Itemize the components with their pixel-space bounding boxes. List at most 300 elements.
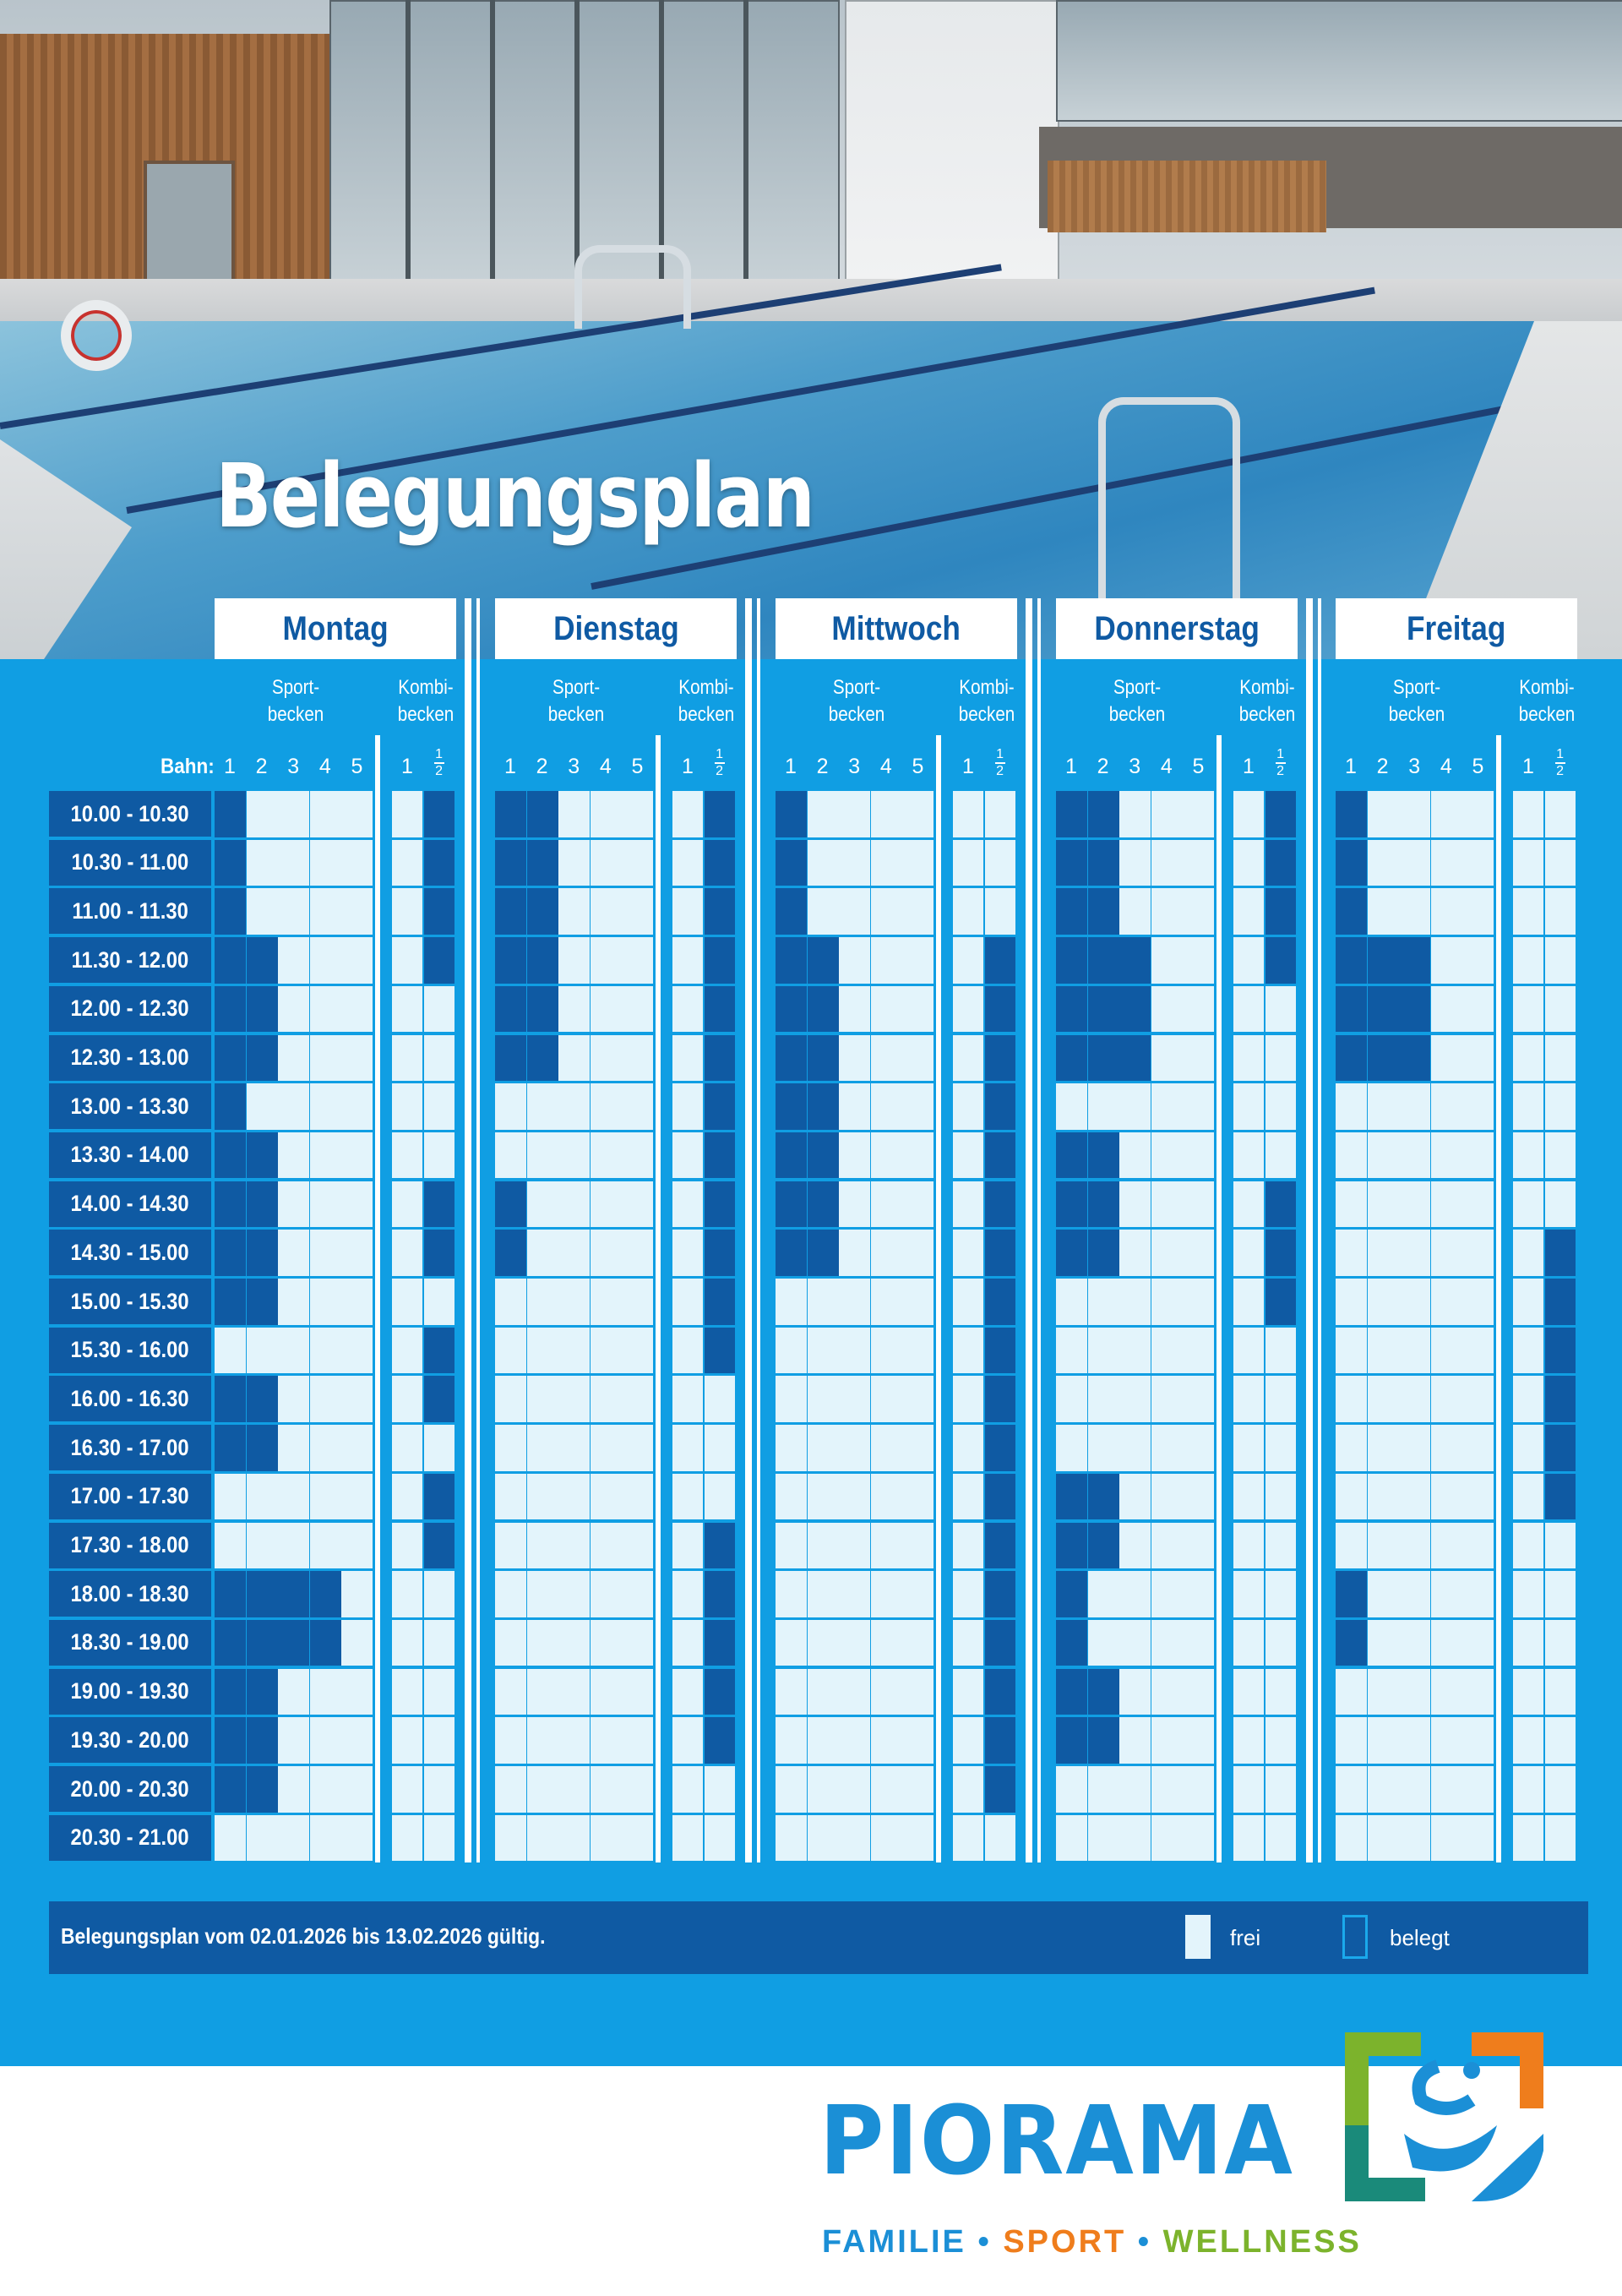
- slot-busy: [776, 888, 807, 935]
- slot-busy: [1336, 888, 1367, 935]
- slot-free: [558, 1083, 590, 1130]
- slot-free: [953, 1620, 983, 1666]
- slot-free: [247, 1523, 278, 1569]
- slot-free: [1088, 1815, 1119, 1862]
- slot-free: [839, 1766, 870, 1813]
- slot-free: [672, 937, 703, 984]
- slot-free: [672, 1230, 703, 1276]
- slot-free: [558, 1474, 590, 1520]
- slot-free: [839, 1279, 870, 1325]
- slot-free: [622, 791, 653, 837]
- slot-free: [247, 888, 278, 935]
- slot-busy: [1088, 1181, 1119, 1228]
- lane-row-label: Bahn:: [161, 755, 215, 778]
- slot-free: [1462, 1425, 1494, 1471]
- slot-free: [558, 1328, 590, 1374]
- slot-free: [392, 1376, 422, 1422]
- slot-busy: [247, 1620, 278, 1666]
- slot-free: [424, 1717, 454, 1764]
- slot-busy: [247, 1669, 278, 1715]
- slot-free: [278, 1669, 309, 1715]
- slot-free: [1265, 986, 1296, 1033]
- slot-free: [341, 1766, 373, 1813]
- slot-free: [985, 888, 1015, 935]
- slot-free: [591, 1669, 622, 1715]
- slot-busy: [215, 1669, 246, 1715]
- slot-busy: [1056, 1620, 1087, 1666]
- slot-free: [278, 1035, 309, 1082]
- slot-free: [902, 1815, 933, 1862]
- slot-free: [1088, 1376, 1119, 1422]
- slot-free: [1056, 1766, 1087, 1813]
- slot-free: [1151, 1230, 1183, 1276]
- slot-free: [1151, 1474, 1183, 1520]
- slot-busy: [705, 1571, 735, 1617]
- slot-free: [1513, 1376, 1543, 1422]
- slot-busy: [1399, 1035, 1430, 1082]
- slot-free: [558, 1279, 590, 1325]
- slot-free: [1368, 1523, 1399, 1569]
- kombibecken-label: Kombi- becken: [1518, 676, 1576, 726]
- slot-free: [1399, 888, 1430, 935]
- slot-free: [1151, 1328, 1183, 1374]
- slot-free: [808, 1425, 839, 1471]
- slot-free: [1545, 1523, 1576, 1569]
- slot-free: [1119, 1425, 1151, 1471]
- slot-free: [310, 840, 341, 886]
- slot-free: [424, 1766, 454, 1813]
- slot-free: [392, 986, 422, 1033]
- slot-free: [1151, 1279, 1183, 1325]
- slot-free: [871, 986, 902, 1033]
- slot-free: [1336, 1132, 1367, 1179]
- slot-free: [1545, 888, 1576, 935]
- slot-free: [591, 1474, 622, 1520]
- slot-busy: [985, 1132, 1015, 1179]
- kombi-lane-number: 1: [682, 755, 694, 778]
- slot-free: [1151, 1523, 1183, 1569]
- time-slot-text: 12.30 - 13.00: [70, 1044, 190, 1070]
- tagline-bullet: •: [977, 2224, 992, 2260]
- slot-free: [1431, 1571, 1462, 1617]
- slot-busy: [424, 1474, 454, 1520]
- slot-busy: [495, 1181, 526, 1228]
- slot-busy: [495, 986, 526, 1033]
- time-slot-label: [49, 1669, 211, 1715]
- slot-free: [341, 1230, 373, 1276]
- slot-free: [902, 937, 933, 984]
- slot-busy: [1119, 1035, 1151, 1082]
- slot-free: [705, 1425, 735, 1471]
- slot-free: [1431, 1230, 1462, 1276]
- slot-free: [278, 1181, 309, 1228]
- slot-free: [1431, 1669, 1462, 1715]
- slot-free: [672, 1474, 703, 1520]
- time-slot-text: 17.00 - 17.30: [70, 1483, 190, 1509]
- slot-free: [1513, 1620, 1543, 1666]
- slot-busy: [1088, 1523, 1119, 1569]
- slot-busy: [1056, 1035, 1087, 1082]
- slot-free: [247, 1083, 278, 1130]
- slot-busy: [424, 1523, 454, 1569]
- slot-free: [1265, 1083, 1296, 1130]
- slot-busy: [247, 1376, 278, 1422]
- fraction-numerator: 1: [435, 747, 444, 761]
- slot-free: [1368, 1669, 1399, 1715]
- hero-pool-photo: [0, 0, 1622, 659]
- slot-free: [1233, 1766, 1264, 1813]
- slot-free: [392, 888, 422, 935]
- slot-free: [1368, 1083, 1399, 1130]
- slot-free: [1119, 1132, 1151, 1179]
- slot-free: [839, 1083, 870, 1130]
- slot-busy: [985, 1425, 1015, 1471]
- slot-free: [1233, 1328, 1264, 1374]
- slot-free: [392, 1425, 422, 1471]
- slot-free: [808, 791, 839, 837]
- slot-free: [1513, 1717, 1543, 1764]
- slot-free: [278, 1425, 309, 1471]
- slot-free: [1265, 1815, 1296, 1862]
- slot-free: [341, 1132, 373, 1179]
- slot-busy: [1056, 1230, 1087, 1276]
- lane-number: 3: [568, 755, 580, 778]
- slot-free: [672, 1083, 703, 1130]
- slot-busy: [705, 840, 735, 886]
- slot-busy: [527, 840, 558, 886]
- slot-busy: [424, 937, 454, 984]
- slot-busy: [424, 1328, 454, 1374]
- slot-free: [591, 986, 622, 1033]
- slot-busy: [1119, 986, 1151, 1033]
- slot-busy: [424, 840, 454, 886]
- slot-free: [1119, 1766, 1151, 1813]
- time-slot-label: [49, 986, 211, 1032]
- slot-free: [1399, 1083, 1430, 1130]
- slot-busy: [215, 937, 246, 984]
- slot-busy: [985, 1571, 1015, 1617]
- time-slot-label: [49, 888, 211, 934]
- slot-free: [1368, 1474, 1399, 1520]
- slot-free: [622, 1328, 653, 1374]
- slot-free: [902, 1376, 933, 1422]
- slot-free: [902, 1669, 933, 1715]
- time-slot-text: 18.00 - 18.30: [70, 1580, 190, 1606]
- slot-free: [1545, 1035, 1576, 1082]
- slot-busy: [215, 1376, 246, 1422]
- slot-free: [622, 1279, 653, 1325]
- slot-busy: [808, 937, 839, 984]
- slot-busy: [985, 1376, 1015, 1422]
- slot-free: [1399, 1425, 1430, 1471]
- slot-busy: [1088, 840, 1119, 886]
- slot-free: [1183, 1083, 1214, 1130]
- slot-free: [839, 1132, 870, 1179]
- slot-free: [341, 1083, 373, 1130]
- slot-busy: [495, 1035, 526, 1082]
- slot-busy: [1119, 937, 1151, 984]
- time-slot-label: [49, 1328, 211, 1373]
- slot-free: [591, 1425, 622, 1471]
- slot-free: [871, 1620, 902, 1666]
- slot-free: [591, 1523, 622, 1569]
- slot-free: [776, 1474, 807, 1520]
- slot-free: [1265, 1328, 1296, 1374]
- slot-free: [1183, 1523, 1214, 1569]
- slot-free: [902, 1328, 933, 1374]
- slot-free: [1151, 937, 1183, 984]
- slot-free: [1431, 1717, 1462, 1764]
- time-slot-label: [49, 1035, 211, 1081]
- slot-free: [622, 1766, 653, 1813]
- slot-busy: [1265, 791, 1296, 837]
- slot-free: [1233, 1083, 1264, 1130]
- slot-free: [902, 986, 933, 1033]
- slot-free: [215, 1474, 246, 1520]
- slot-free: [953, 1669, 983, 1715]
- lane-number: 3: [1129, 755, 1141, 778]
- slot-free: [247, 1815, 278, 1862]
- slot-free: [1119, 1571, 1151, 1617]
- time-slot-text: 15.30 - 16.00: [70, 1337, 190, 1363]
- kombibecken-label: Kombi- becken: [678, 676, 735, 726]
- slot-free: [310, 1230, 341, 1276]
- lane-number: 4: [1160, 755, 1173, 778]
- slot-free: [672, 986, 703, 1033]
- slot-busy: [705, 1328, 735, 1374]
- slot-free: [953, 1035, 983, 1082]
- slot-free: [672, 791, 703, 837]
- slot-free: [1513, 1230, 1543, 1276]
- slot-free: [1513, 840, 1543, 886]
- slot-free: [1399, 1766, 1430, 1813]
- slot-free: [247, 791, 278, 837]
- slot-free: [1233, 1035, 1264, 1082]
- kombi-lane-number: 1: [1522, 755, 1534, 778]
- slot-busy: [985, 1669, 1015, 1715]
- slot-free: [1545, 1717, 1576, 1764]
- slot-free: [310, 1035, 341, 1082]
- group-divider: [936, 735, 941, 1862]
- slot-free: [1513, 1766, 1543, 1813]
- slot-free: [1151, 1425, 1183, 1471]
- slot-free: [1368, 1181, 1399, 1228]
- slot-busy: [527, 791, 558, 837]
- slot-busy: [215, 1766, 246, 1813]
- time-slot-text: 18.30 - 19.00: [70, 1629, 190, 1655]
- time-slot-label: [49, 1181, 211, 1227]
- slot-busy: [985, 1083, 1015, 1130]
- slot-free: [278, 986, 309, 1033]
- slot-busy: [985, 1620, 1015, 1666]
- slot-free: [1336, 1376, 1367, 1422]
- slot-free: [1265, 1474, 1296, 1520]
- slot-busy: [1056, 1523, 1087, 1569]
- slot-free: [1399, 840, 1430, 886]
- slot-free: [1399, 791, 1430, 837]
- slot-free: [1183, 1620, 1214, 1666]
- slot-busy: [1545, 1279, 1576, 1325]
- slot-free: [310, 1181, 341, 1228]
- lane-number: 2: [255, 755, 268, 778]
- sportbecken-label: Sport- becken: [1388, 676, 1445, 726]
- slot-free: [495, 1815, 526, 1862]
- slot-free: [871, 1181, 902, 1228]
- slot-free: [1233, 1620, 1264, 1666]
- lane-number: 2: [536, 755, 548, 778]
- slot-free: [839, 888, 870, 935]
- slot-free: [622, 1717, 653, 1764]
- day-divider: [757, 598, 760, 1862]
- slot-free: [1368, 1328, 1399, 1374]
- slot-free: [392, 1620, 422, 1666]
- slot-free: [902, 1132, 933, 1179]
- slot-free: [424, 1669, 454, 1715]
- slot-free: [1431, 1132, 1462, 1179]
- slot-free: [1183, 1571, 1214, 1617]
- slot-free: [278, 840, 309, 886]
- slot-free: [247, 1328, 278, 1374]
- slot-free: [247, 1474, 278, 1520]
- slot-busy: [985, 1181, 1015, 1228]
- fraction-numerator: 1: [996, 747, 1004, 761]
- slot-free: [776, 1766, 807, 1813]
- slot-free: [672, 1669, 703, 1715]
- slot-free: [310, 1717, 341, 1764]
- slot-free: [424, 1571, 454, 1617]
- slot-free: [902, 1425, 933, 1471]
- slot-free: [341, 1181, 373, 1228]
- day-divider: [745, 598, 752, 1862]
- slot-free: [1545, 986, 1576, 1033]
- slot-free: [527, 1181, 558, 1228]
- slot-free: [1399, 1376, 1430, 1422]
- slot-free: [672, 840, 703, 886]
- time-slot-text: 11.30 - 12.00: [71, 946, 189, 973]
- slot-free: [424, 1815, 454, 1862]
- slot-busy: [776, 1035, 807, 1082]
- slot-free: [1399, 1474, 1430, 1520]
- slot-free: [1368, 1766, 1399, 1813]
- slot-busy: [705, 888, 735, 935]
- slot-free: [622, 1083, 653, 1130]
- slot-free: [278, 1766, 309, 1813]
- slot-free: [839, 1181, 870, 1228]
- slot-free: [839, 1376, 870, 1422]
- slot-busy: [215, 1717, 246, 1764]
- slot-busy: [247, 1571, 278, 1617]
- slot-free: [705, 1766, 735, 1813]
- slot-free: [591, 1815, 622, 1862]
- slot-free: [672, 1717, 703, 1764]
- time-slot-text: 20.30 - 21.00: [70, 1824, 190, 1851]
- time-slot-label: [49, 1474, 211, 1519]
- slot-free: [622, 1132, 653, 1179]
- slot-free: [839, 1620, 870, 1666]
- slot-busy: [424, 1181, 454, 1228]
- slot-free: [1545, 1620, 1576, 1666]
- hero-balcony-wood: [1048, 161, 1326, 232]
- slot-free: [1462, 1620, 1494, 1666]
- slot-free: [1056, 1425, 1087, 1471]
- slot-free: [902, 1230, 933, 1276]
- slot-free: [1265, 1571, 1296, 1617]
- slot-busy: [1399, 937, 1430, 984]
- hero-mullion: [406, 0, 411, 279]
- slot-free: [622, 1815, 653, 1862]
- slot-free: [392, 1766, 422, 1813]
- slot-free: [1119, 840, 1151, 886]
- slot-free: [1545, 1815, 1576, 1862]
- slot-free: [591, 937, 622, 984]
- slot-free: [1336, 1669, 1367, 1715]
- slot-free: [1545, 1571, 1576, 1617]
- logo-tagline: [822, 2224, 1362, 2261]
- slot-free: [953, 791, 983, 837]
- slot-free: [1513, 1571, 1543, 1617]
- slot-busy: [215, 1083, 246, 1130]
- slot-busy: [808, 1035, 839, 1082]
- time-slot-text: 13.30 - 14.00: [70, 1142, 190, 1168]
- slot-free: [558, 1815, 590, 1862]
- slot-free: [1088, 1083, 1119, 1130]
- slot-free: [1233, 1474, 1264, 1520]
- slot-busy: [776, 791, 807, 837]
- slot-free: [839, 1035, 870, 1082]
- slot-busy: [1336, 1571, 1367, 1617]
- slot-free: [1368, 791, 1399, 837]
- slot-busy: [1368, 1035, 1399, 1082]
- slot-busy: [215, 1620, 246, 1666]
- slot-free: [953, 937, 983, 984]
- slot-busy: [1056, 1132, 1087, 1179]
- slot-free: [839, 937, 870, 984]
- slot-free: [392, 1279, 422, 1325]
- slot-free: [871, 888, 902, 935]
- slot-free: [341, 1376, 373, 1422]
- slot-busy: [215, 986, 246, 1033]
- slot-free: [1545, 1083, 1576, 1130]
- slot-busy: [215, 1425, 246, 1471]
- slot-free: [1151, 1132, 1183, 1179]
- slot-free: [1462, 888, 1494, 935]
- slot-free: [622, 888, 653, 935]
- slot-busy: [1336, 986, 1367, 1033]
- slot-free: [591, 1132, 622, 1179]
- lane-number: 4: [879, 755, 892, 778]
- slot-free: [1265, 1766, 1296, 1813]
- slot-free: [495, 1523, 526, 1569]
- slot-free: [1151, 1181, 1183, 1228]
- time-slot-label: [49, 1766, 211, 1812]
- slot-free: [341, 1474, 373, 1520]
- slot-free: [1462, 1132, 1494, 1179]
- slot-free: [1183, 1474, 1214, 1520]
- slot-free: [672, 888, 703, 935]
- hero-pool-ladder: [574, 245, 691, 329]
- lane-number: 4: [1440, 755, 1452, 778]
- slot-free: [953, 1376, 983, 1422]
- time-slot-text: 20.00 - 20.30: [70, 1775, 190, 1802]
- fraction-denominator: 2: [716, 764, 724, 778]
- slot-free: [776, 1376, 807, 1422]
- page-title: Belegungsplan: [215, 444, 814, 548]
- slot-free: [591, 1571, 622, 1617]
- slot-free: [1513, 937, 1543, 984]
- slot-free: [1336, 1230, 1367, 1276]
- slot-free: [1119, 1815, 1151, 1862]
- slot-free: [1399, 1279, 1430, 1325]
